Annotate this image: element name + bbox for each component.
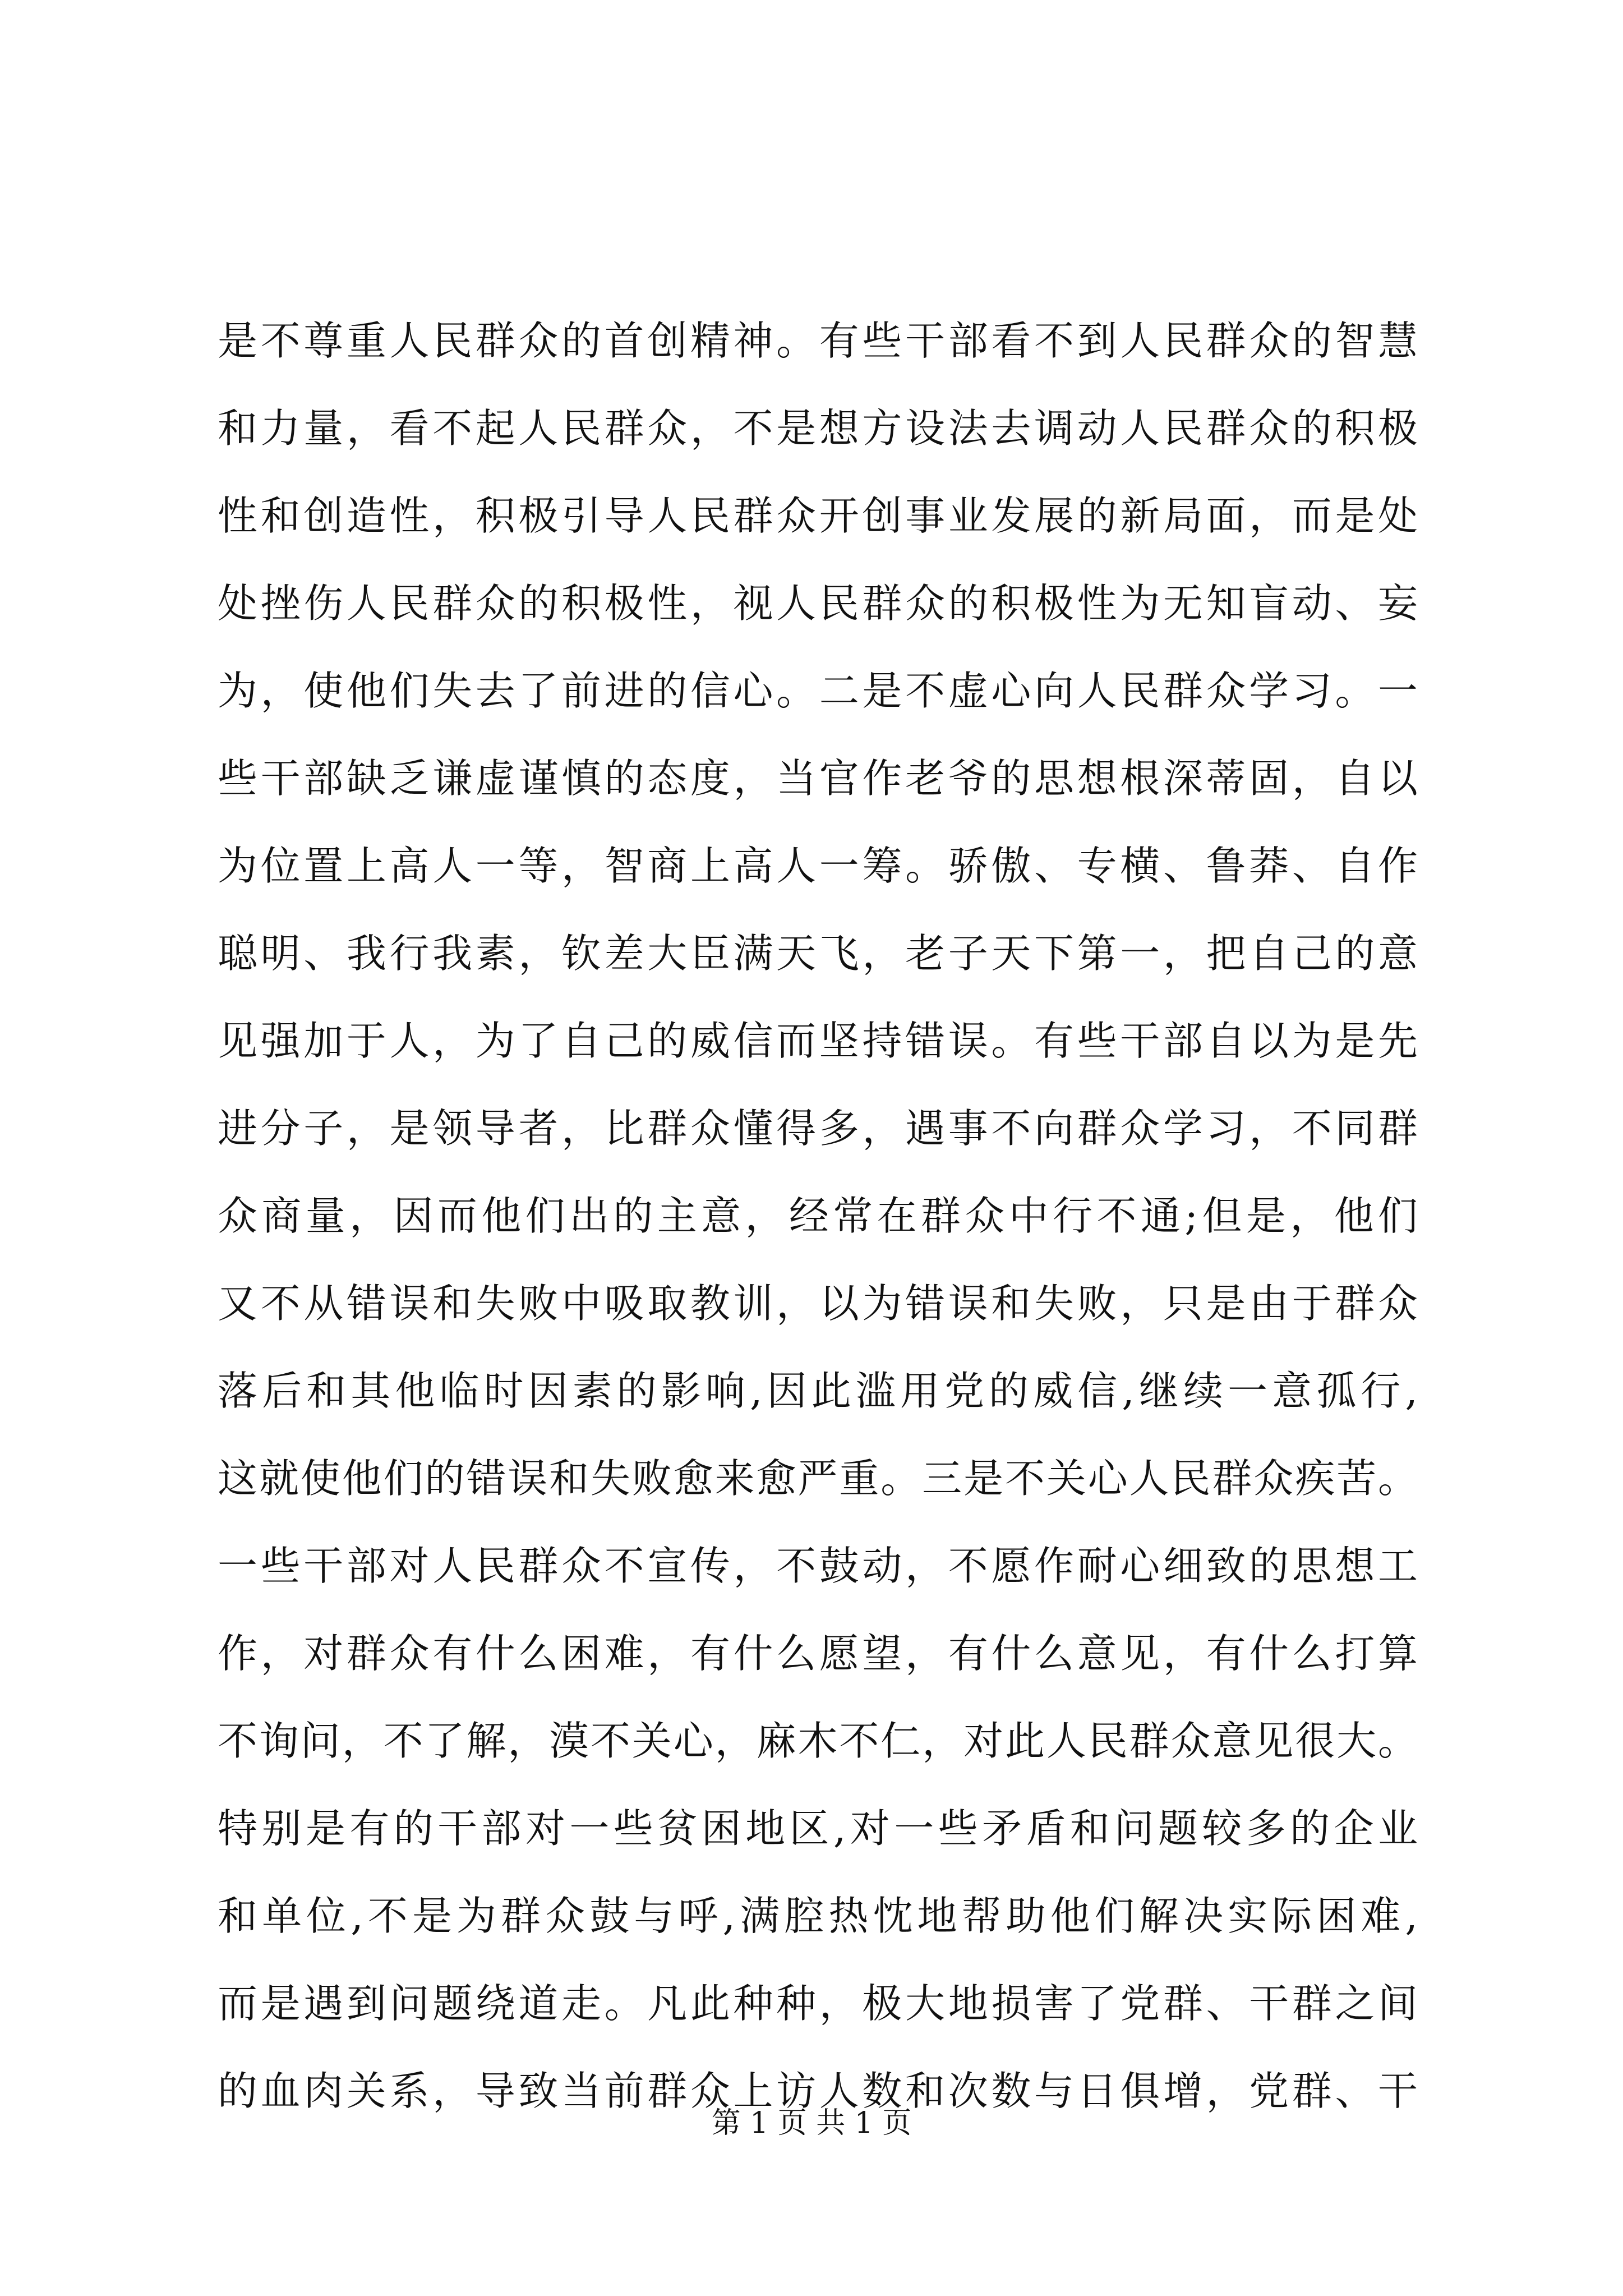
text-line: 和单位,不是为群众鼓与呼,满腔热忱地帮助他们解决实际困难, bbox=[218, 1893, 1418, 1939]
text-line: 是不尊重人民群众的首创精神。有些干部看不到人民群众的智慧 bbox=[218, 318, 1418, 364]
body-text bbox=[218, 297, 1418, 2135]
text-line: 又不从错误和失败中吸取教训，以为错误和失败，只是由于群众 bbox=[218, 1280, 1418, 1327]
text-line: 进分子，是领导者，比群众懂得多，遇事不向群众学习，不同群 bbox=[218, 1105, 1418, 1152]
text-line: 落后和其他临时因素的影响,因此滥用党的威信,继续一意孤行, bbox=[218, 1368, 1418, 1414]
text-line: 的血肉关系，导致当前群众上访人数和次数与日俱增，党群、干 bbox=[218, 2068, 1418, 2114]
text-line: 和力量，看不起人民群众，不是想方设法去调动人民群众的积极 bbox=[218, 405, 1418, 452]
text-line: 为，使他们失去了前进的信心。二是不虚心向人民群众学习。一 bbox=[218, 668, 1418, 714]
text-line: 而是遇到问题绕道走。凡此种种，极大地损害了党群、干群之间 bbox=[218, 1980, 1418, 2027]
text-line: 一些干部对人民群众不宣传，不鼓动，不愿作耐心细致的思想工 bbox=[218, 1543, 1418, 1589]
text-line: 作，对群众有什么困难，有什么愿望，有什么意见，有什么打算 bbox=[218, 1630, 1418, 1677]
text-line: 些干部缺乏谦虚谨慎的态度，当官作老爷的思想根深蒂固，自以 bbox=[218, 755, 1418, 802]
text-line: 性和创造性，积极引导人民群众开创事业发展的新局面，而是处 bbox=[218, 493, 1418, 539]
text-line: 处挫伤人民群众的积极性，视人民群众的积极性为无知盲动、妄 bbox=[218, 580, 1418, 627]
text-line: 见强加于人，为了自己的威信而坚持错误。有些干部自以为是先 bbox=[218, 1018, 1418, 1064]
text-line: 特别是有的干部对一些贫困地区,对一些矛盾和问题较多的企业 bbox=[218, 1805, 1418, 1852]
text-line: 为位置上高人一等，智商上高人一筹。骄傲、专横、鲁莽、自作 bbox=[218, 843, 1418, 889]
page-footer: 第 1 页 共 1 页 bbox=[711, 2106, 912, 2140]
text-line: 不询问，不了解，漠不关心，麻木不仁，对此人民群众意见很大。 bbox=[218, 1718, 1418, 1764]
text-line: 众商量，因而他们出的主意，经常在群众中行不通;但是，他们 bbox=[218, 1193, 1418, 1239]
text-line: 聪明、我行我素，钦差大臣满天飞，老子天下第一，把自己的意 bbox=[218, 930, 1418, 977]
text-line: 这就使他们的错误和失败愈来愈严重。三是不关心人民群众疾苦。 bbox=[218, 1455, 1418, 1502]
